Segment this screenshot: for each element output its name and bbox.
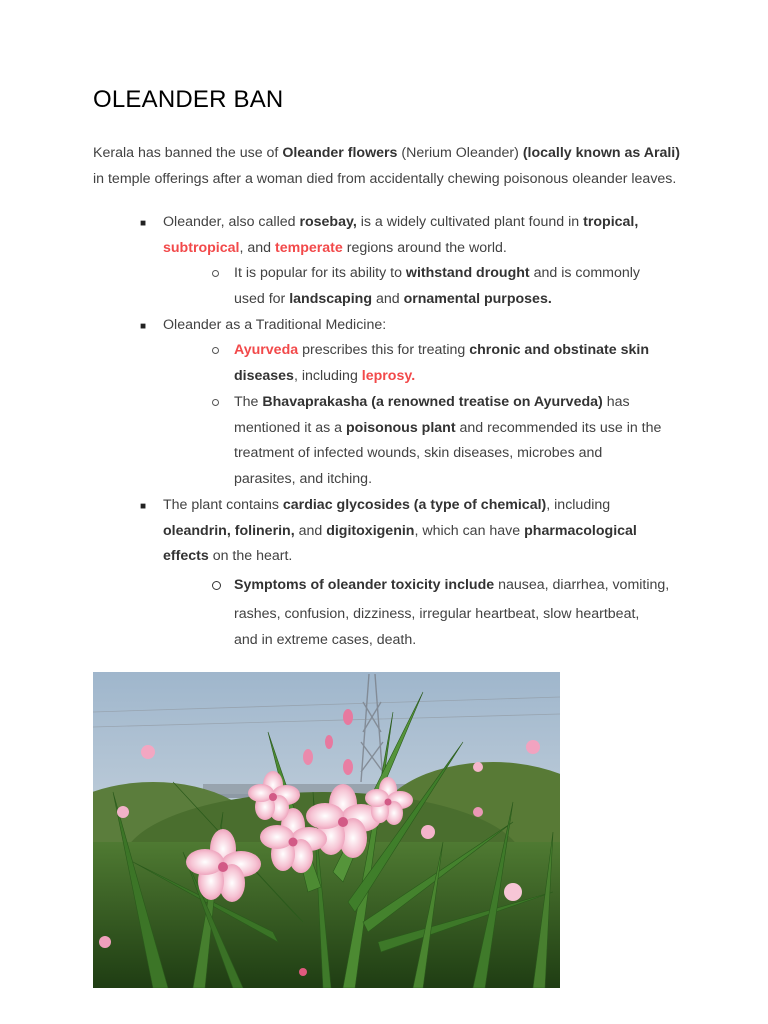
highlight-text: leprosy. bbox=[361, 367, 416, 384]
bold-text: tropical, bbox=[583, 214, 639, 230]
intro-bold-arali: (locally known as Arali) bbox=[522, 145, 680, 161]
list-item bbox=[163, 210, 673, 261]
intro-text: Kerala has banned the use of bbox=[93, 145, 283, 161]
bold-text: withstand drought bbox=[405, 265, 530, 281]
bold-text: pharmacological effects bbox=[163, 522, 637, 565]
circle-bullet-icon bbox=[212, 399, 219, 406]
bold-text: oleandrin, folinerin, bbox=[163, 522, 295, 539]
bold-text: Bhavaprakasha (a renowned treatise on Ayurveda) bbox=[262, 394, 603, 410]
list-text: and bbox=[294, 522, 327, 539]
bold-text: rosebay, bbox=[299, 214, 357, 230]
list-item bbox=[163, 493, 673, 570]
list-text: and recommended its use in the treatment of infected wounds, skin diseases, microbes and parasites, and itching. bbox=[234, 419, 662, 488]
list-text: , including bbox=[293, 367, 362, 384]
list-text: nausea, diarrhea, vomiting, bbox=[494, 577, 670, 593]
list-text: , and bbox=[239, 239, 275, 256]
page-title: OLEANDER BAN bbox=[93, 86, 284, 113]
bold-text: Symptoms of oleander toxicity include bbox=[234, 577, 495, 593]
list-item bbox=[163, 313, 673, 339]
list-text: and in extreme cases, death. bbox=[234, 632, 417, 648]
intro-text: in temple offerings after a woman died from accidentally chewing poisonous oleander leaves. bbox=[93, 170, 677, 187]
list-text: on the heart. bbox=[208, 548, 293, 565]
list-text: rashes, confusion, dizziness, irregular heartbeat, slow heartbeat, bbox=[234, 606, 640, 622]
list-item-continuation bbox=[234, 628, 674, 654]
bold-text: landscaping bbox=[289, 290, 372, 307]
list-item-continuation bbox=[234, 602, 674, 628]
intro-bold-oleander-flowers: Oleander flowers bbox=[282, 145, 398, 161]
circle-bullet-icon bbox=[212, 270, 219, 277]
list-item bbox=[234, 573, 674, 599]
list-text: and bbox=[372, 290, 404, 307]
list-text: Oleander as a Traditional Medicine: bbox=[163, 317, 387, 333]
oleander-photo-graphic bbox=[93, 672, 560, 988]
square-bullet-icon: ■ bbox=[140, 501, 147, 512]
list-text: , which can have bbox=[414, 522, 525, 539]
intro-text: (Nerium Oleander) bbox=[397, 145, 523, 161]
list-text: It is popular for its ability to bbox=[234, 265, 406, 281]
oleander-flower-photo bbox=[93, 672, 560, 988]
list-text: is a widely cultivated plant found in bbox=[356, 214, 584, 230]
list-text: has mentioned it as a bbox=[234, 394, 630, 436]
square-bullet-icon: ■ bbox=[140, 218, 147, 229]
list-item bbox=[234, 338, 664, 389]
bold-text: digitoxigenin bbox=[326, 522, 415, 539]
list-item bbox=[234, 261, 664, 312]
intro-paragraph bbox=[93, 141, 693, 192]
list-text: The bbox=[234, 394, 263, 410]
bold-text: ornamental purposes. bbox=[403, 290, 552, 307]
bold-text: chronic and obstinate skin diseases bbox=[234, 342, 649, 384]
list-text: The plant contains bbox=[163, 497, 283, 513]
circle-bullet-icon bbox=[212, 347, 219, 354]
highlight-text: subtropical bbox=[163, 239, 240, 256]
highlight-text: Ayurveda bbox=[234, 342, 299, 358]
bold-text: cardiac glycosides (a type of chemical) bbox=[282, 497, 547, 513]
list-text: prescribes this for treating bbox=[298, 342, 470, 358]
list-item bbox=[234, 390, 664, 493]
list-text: and is commonly used for bbox=[234, 265, 641, 307]
list-text: regions around the world. bbox=[342, 239, 507, 256]
bold-text: poisonous plant bbox=[346, 419, 456, 436]
highlight-text: temperate bbox=[274, 239, 343, 256]
square-bullet-icon: ■ bbox=[140, 321, 147, 332]
circle-bullet-icon bbox=[212, 581, 221, 590]
list-text: Oleander, also called bbox=[163, 214, 300, 230]
list-text: , including bbox=[546, 497, 611, 513]
